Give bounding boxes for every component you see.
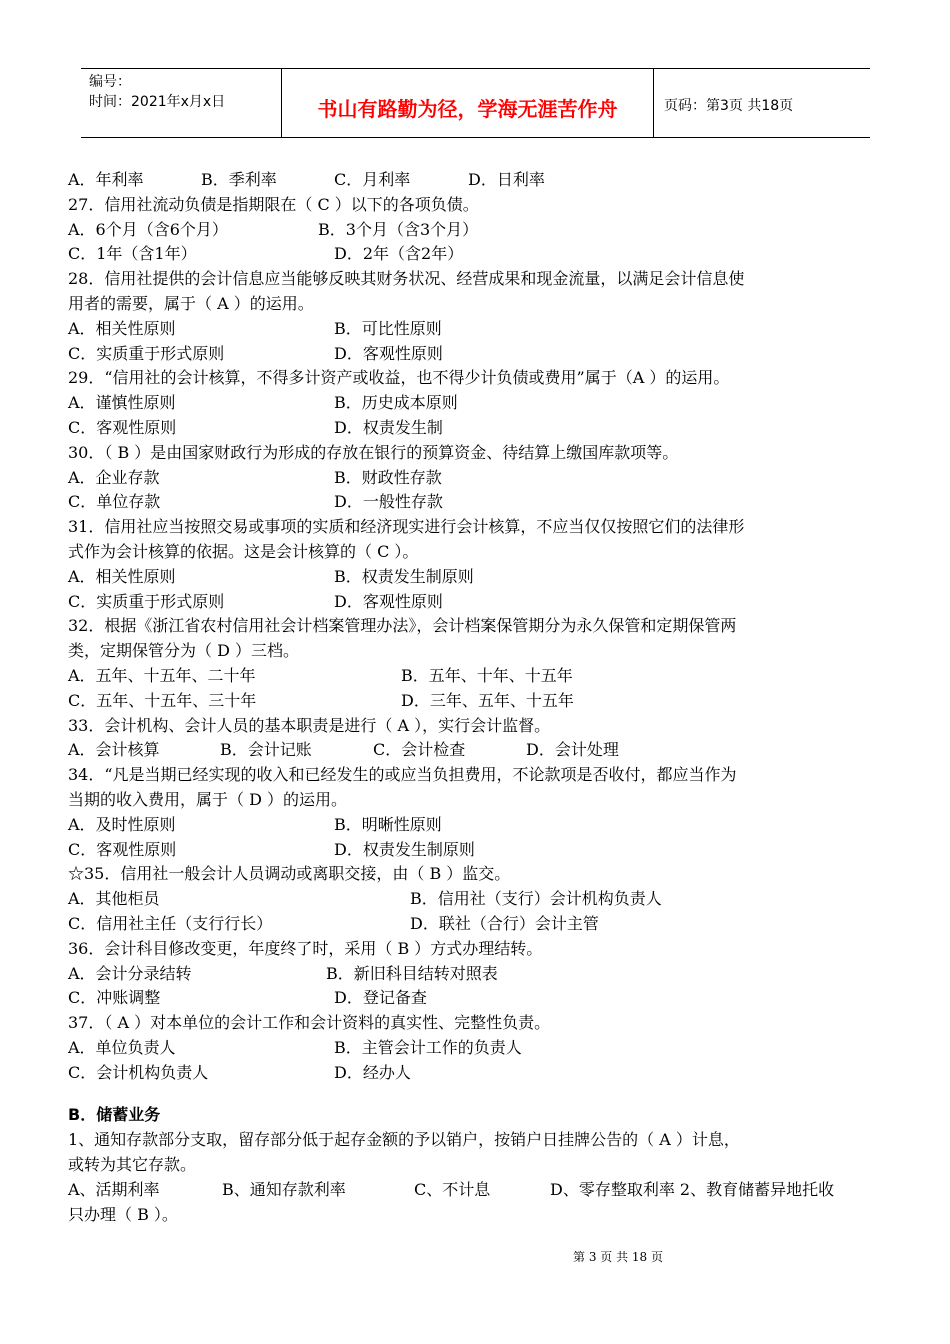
option: D．客观性原则 — [334, 343, 443, 363]
option: D．经办人 — [334, 1062, 411, 1082]
q31-options — [68, 565, 888, 590]
code-label: 编号： — [89, 74, 131, 90]
question-28-cont: 用者的需要，属于（ A ）的运用。 — [68, 293, 314, 313]
q36-options — [68, 986, 888, 1011]
savings-question-1-cont: 或转为其它存款。 — [68, 1155, 197, 1175]
option: A．会计核算 — [68, 740, 160, 760]
question-35: ☆35．信用社一般会计人员调动或离职交接，由（ B ）监交。 — [68, 864, 511, 884]
option: B．历史成本原则 — [334, 393, 458, 413]
section-heading: B．储蓄业务 — [68, 1105, 161, 1125]
option: B、通知存款利率 — [222, 1179, 346, 1199]
q37-options — [68, 1061, 888, 1086]
option: A．相关性原则 — [68, 318, 176, 338]
option: C．实质重于形式原则 — [68, 591, 225, 611]
option: B．季利率 — [201, 170, 277, 189]
option: D．2年（含2年） — [334, 244, 464, 264]
q35-options — [68, 887, 888, 912]
option: D．登记备查 — [334, 988, 427, 1008]
page-number-label: 页码：第3页 共18页 — [664, 98, 794, 114]
q35-options — [68, 912, 888, 937]
option: D、零存整取利率 2、教育储蓄异地托收 — [550, 1179, 835, 1199]
option: D．会计处理 — [526, 740, 619, 760]
page-footer: 第 3 页 共 18 页 — [573, 1250, 663, 1264]
question-34: 34．“凡是当期已经实现的收入和已经发生的或应当负担费用，不论款项是否收付，都应当作为 — [68, 765, 737, 785]
question-37: 37．（ A ）对本单位的会计工作和会计资料的真实性、完整性负责。 — [68, 1013, 551, 1033]
option: B．信用社（支行）会计机构负责人 — [410, 889, 662, 909]
option: B．可比性原则 — [334, 318, 442, 338]
option: C、不计息 — [414, 1179, 491, 1199]
question-31: 31．信用社应当按照交易或事项的实质和经济现实进行会计核算，不应当仅仅按照它们的法律形 — [68, 517, 745, 537]
option: A．其他柜员 — [68, 889, 160, 909]
option: A．6个月（含6个月） — [68, 219, 228, 239]
option: C．客观性原则 — [68, 839, 177, 859]
q27-options — [68, 218, 888, 243]
option: D．一般性存款 — [334, 492, 443, 512]
q29-options — [68, 416, 888, 441]
header-info-cell — [81, 69, 282, 137]
option: B．主管会计工作的负责人 — [334, 1037, 522, 1057]
option: B．3个月（含3个月） — [318, 219, 479, 239]
q34-options — [68, 838, 888, 863]
option: C．月利率 — [334, 170, 411, 189]
option: B．财政性存款 — [334, 467, 442, 487]
motto-cell — [282, 69, 654, 137]
date-line: 时间：2021年x月x日 — [89, 94, 226, 110]
option: A．企业存款 — [68, 467, 160, 487]
q28-options — [68, 342, 888, 367]
q30-options — [68, 490, 888, 515]
question-36: 36．会计科目修改变更，年度终了时，采用（ B ）方式办理结转。 — [68, 938, 543, 958]
option: C．冲账调整 — [68, 988, 161, 1008]
savings-question-2-cont: 只办理（ B ）。 — [68, 1204, 178, 1224]
q26-options — [68, 168, 888, 193]
option: B．五年、十年、十五年 — [401, 665, 573, 685]
option: A．年利率 — [68, 170, 144, 189]
option: A．谨慎性原则 — [68, 393, 176, 413]
option: A．单位负责人 — [68, 1037, 176, 1057]
question-28: 28．信用社提供的会计信息应当能够反映其财务状况、经营成果和现金流量，以满足会计信息使 — [68, 269, 745, 289]
q29-options — [68, 391, 888, 416]
option: D．权责发生制原则 — [334, 839, 475, 859]
q28-options — [68, 317, 888, 342]
page-header — [81, 68, 870, 138]
document-body — [68, 168, 888, 1227]
section-gap — [68, 1085, 888, 1103]
question-31-cont: 式作为会计核算的依据。这是会计核算的（ C ）。 — [68, 541, 419, 561]
question-32: 32．根据《浙江省农村信用社会计档案管理办法》，会计档案保管期分为永久保管和定期保管两 — [68, 616, 737, 636]
q36-options — [68, 962, 888, 987]
question-29: 29．“信用社的会计核算，不得多计资产或收益，也不得少计负债或费用”属于（A ）的运用。 — [68, 368, 730, 388]
option: D．联社（合行）会计主管 — [410, 913, 599, 933]
option: D．客观性原则 — [334, 591, 443, 611]
option: C．会计机构负责人 — [68, 1062, 209, 1082]
q32-options — [68, 664, 888, 689]
question-30: 30．（ B ）是由国家财政行为形成的存放在银行的预算资金、待结算上缴国库款项等。 — [68, 442, 679, 462]
question-33: 33．会计机构、会计人员的基本职责是进行（ A ），实行会计监督。 — [68, 715, 551, 735]
option: C．实质重于形式原则 — [68, 343, 225, 363]
q34-options — [68, 813, 888, 838]
motto-text: 书山有路勤为径，学海无涯苦作舟 — [317, 97, 618, 121]
option: C．信用社主任（支行行长） — [68, 913, 273, 933]
option: B．新旧科目结转对照表 — [326, 963, 498, 983]
q37-options — [68, 1036, 888, 1061]
option: B．明晰性原则 — [334, 814, 442, 834]
q32-options — [68, 689, 888, 714]
option: A、活期利率 — [68, 1179, 160, 1199]
question-34-cont: 当期的收入费用，属于（ D ）的运用。 — [68, 789, 348, 809]
option: C．会计检查 — [373, 740, 466, 760]
page-number-cell — [654, 69, 870, 137]
question-27: 27．信用社流动负债是指期限在（ C ）以下的各项负债。 — [68, 194, 479, 214]
option: C．单位存款 — [68, 492, 161, 512]
q31-options — [68, 590, 888, 615]
q33-options — [68, 738, 888, 763]
b1-options — [68, 1178, 888, 1203]
option: C．客观性原则 — [68, 417, 177, 437]
option: D．三年、五年、十五年 — [401, 690, 574, 710]
q27-options — [68, 242, 888, 267]
option: A．相关性原则 — [68, 566, 176, 586]
option: B．会计记账 — [220, 740, 312, 760]
question-32-cont: 类，定期保管分为（ D ）三档。 — [68, 641, 300, 661]
option: D．日利率 — [468, 170, 545, 189]
option: C．1年（含1年） — [68, 244, 197, 264]
option: A．会计分录结转 — [68, 963, 192, 983]
option: C．五年、十五年、三十年 — [68, 690, 257, 710]
option: D．权责发生制 — [334, 417, 443, 437]
option: A．五年、十五年、二十年 — [68, 665, 256, 685]
q30-options — [68, 466, 888, 491]
option: B．权责发生制原则 — [334, 566, 474, 586]
savings-question-1: 1、通知存款部分支取，留存部分低于起存金额的予以销户，按销户日挂牌公告的（ A ）计息， — [68, 1130, 740, 1150]
option: A．及时性原则 — [68, 814, 176, 834]
